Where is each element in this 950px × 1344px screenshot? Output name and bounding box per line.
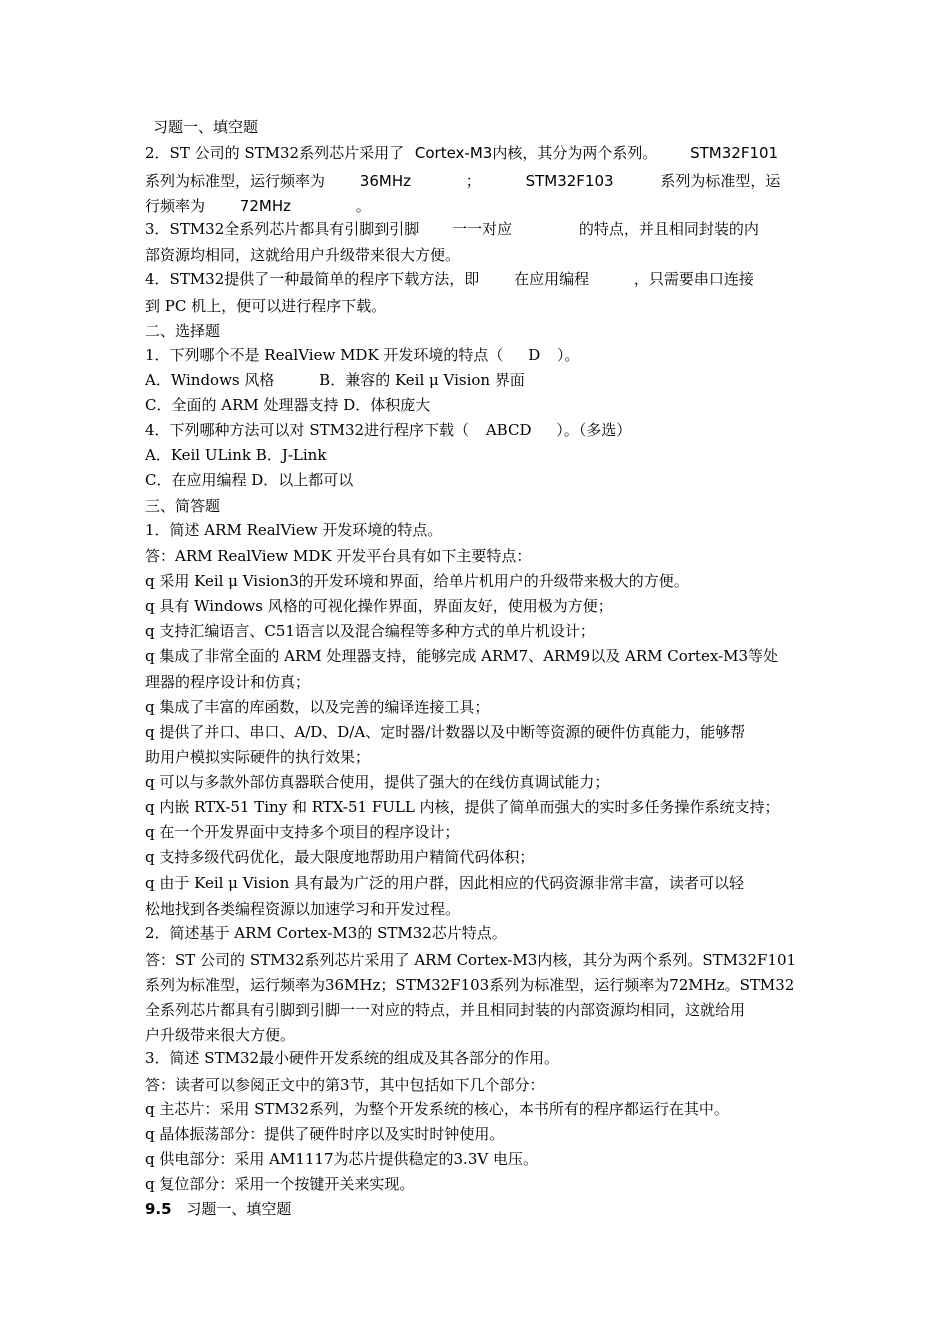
bullet-item — [145, 797, 810, 817]
choice-options-ab-2 — [145, 445, 810, 465]
bullet-item — [145, 697, 810, 717]
choice-options-ab — [145, 370, 810, 390]
text: q 集成了非常全面的 ARM 处理器支持，能够完成 ARM7、ARM9以及 ARM Cortex-M3等处 — [145, 647, 778, 665]
section-9-5-heading — [145, 1199, 810, 1219]
bullet-item — [145, 646, 810, 666]
answer-stm32f101: STM32F101 — [690, 144, 779, 162]
bullet-item — [145, 1099, 810, 1119]
text: 户升级带来很大方便。 — [145, 1026, 296, 1044]
short-question-1 — [145, 520, 810, 540]
bullet-item — [145, 873, 810, 893]
section-heading-short-answer — [145, 496, 810, 516]
text: ）。 — [557, 346, 580, 364]
text: q 集成了丰富的库函数，以及完善的编译连接工具； — [145, 698, 490, 716]
section-heading-fill-in — [153, 117, 818, 137]
text: 答：ARM RealView MDK 开发平台具有如下主要特点： — [145, 547, 532, 565]
text: ； — [465, 172, 481, 190]
text: 部资源均相同，这就给用户升级带来很大方便。 — [145, 246, 461, 264]
question-4-line-1 — [145, 269, 810, 289]
text: q 提供了并口、串口、A/D、D/A、定时器/计数器以及中断等资源的硬件仿真能力，能够帮 — [145, 723, 746, 741]
answer-36mhz: 36MHz — [359, 172, 411, 190]
answer-stm32f103: STM32F103 — [525, 172, 614, 190]
text: ）。（多选） — [556, 421, 632, 439]
question-2-line-2 — [145, 171, 810, 191]
text: A．Keil ULink B．J-Link — [145, 446, 327, 464]
text: q 支持多级代码优化，最大限度地帮助用户精简代码体积； — [145, 848, 535, 866]
choice-options-cd — [145, 395, 810, 415]
text: q 供电部分：采用 AM1117为芯片提供稳定的3.3V 电压。 — [145, 1150, 538, 1168]
bullet-item — [145, 772, 810, 792]
text: 1．简述 ARM RealView 开发环境的特点。 — [145, 521, 443, 539]
text: q 主芯片：采用 STM32系列，为整个开发系统的核心，本书所有的程序都运行在其中。 — [145, 1100, 729, 1118]
short-question-2 — [145, 923, 810, 943]
bullet-item — [145, 621, 810, 641]
text: 行频率为 — [145, 197, 206, 215]
text: 4．STM32提供了一种最简单的程序下载方法，即 — [145, 270, 480, 288]
text: 系列为标准型，运行频率为36MHz；STM32F103系列为标准型，运行频率为72MHz。STM32 — [145, 976, 795, 994]
answer-iap: 在应用编程 — [514, 270, 590, 288]
answer-2-line — [145, 1025, 810, 1045]
choice-question-1 — [145, 345, 810, 365]
bullet-item — [145, 1149, 810, 1169]
text: q 具有 Windows 风格的可视化操作界面，界面友好，使用极为方便； — [145, 597, 613, 615]
bullet-item-continuation — [145, 747, 810, 767]
text: q 可以与多款外部仿真器联合使用，提供了强大的在线仿真调试能力； — [145, 773, 610, 791]
text: 。 — [355, 197, 371, 215]
text: 到 PC 机上，便可以进行程序下载。 — [145, 297, 387, 315]
text: 答：读者可以参阅正文中的第3节，其中包括如下几个部分： — [145, 1076, 545, 1094]
answer-2-line — [145, 950, 810, 970]
text: 内核，其分为两个系列。 — [492, 144, 658, 162]
text: q 支持汇编语言、C51语言以及混合编程等多种方式的单片机设计； — [145, 622, 595, 640]
answer-1-intro — [145, 546, 810, 566]
text: ，只需要串口连接 — [633, 270, 754, 288]
text: 3．简述 STM32最小硬件开发系统的组成及其各部分的作用。 — [145, 1049, 560, 1067]
text: 系列为标准型，运行频率为 — [145, 172, 326, 190]
text: q 复位部分：采用一个按键开关来实现。 — [145, 1175, 415, 1193]
choice-options-cd-2 — [145, 470, 810, 490]
text: q 由于 Keil μ Vision 具有最为广泛的用户群，因此相应的代码资源非常丰富，读者可以轻 — [145, 874, 745, 892]
question-2-line-3 — [145, 196, 810, 216]
text: 答：ST 公司的 STM32系列芯片采用了 ARM Cortex-M3内核，其分为两个系列。STM32F101 — [145, 951, 797, 969]
bullet-item-continuation — [145, 899, 810, 919]
bullet-item — [145, 1124, 810, 1144]
bullet-item — [145, 571, 810, 591]
text: A．Windows 风格 — [145, 371, 275, 389]
question-3-line-2 — [145, 245, 810, 265]
text: 理器的程序设计和仿真； — [145, 673, 311, 691]
text: C．在应用编程 D．以上都可以 — [145, 471, 354, 489]
text: q 在一个开发界面中支持多个项目的程序设计； — [145, 823, 460, 841]
text: q 采用 Keil μ Vision3的开发环境和界面，给单片机用户的升级带来极大的方便。 — [145, 572, 689, 590]
question-3-line-1 — [145, 219, 810, 239]
bullet-item — [145, 722, 810, 742]
text: 4．下列哪种方法可以对 STM32进行程序下载（ — [145, 421, 470, 439]
text: 习题一、填空题 — [153, 118, 259, 136]
bullet-item — [145, 1174, 810, 1194]
text: 3．STM32全系列芯片都具有引脚到引脚 — [145, 220, 420, 238]
question-4-line-2 — [145, 296, 810, 316]
answer-3-intro — [145, 1075, 810, 1095]
answer-one-to-one: 一一对应 — [452, 220, 513, 238]
bullet-item — [145, 822, 810, 842]
short-question-3 — [145, 1048, 810, 1068]
text: B．兼容的 Keil μ Vision 界面 — [319, 371, 525, 389]
section-heading-choice — [145, 321, 810, 341]
text: 2．简述基于 ARM Cortex-M3的 STM32芯片特点。 — [145, 924, 507, 942]
text: 松地找到各类编程资源以加速学习和开发过程。 — [145, 900, 461, 918]
text: 2．ST 公司的 STM32系列芯片采用了 — [145, 144, 405, 162]
text: 习题一、填空题 — [186, 1200, 292, 1218]
text: 二、选择题 — [145, 322, 221, 340]
answer-abcd: ABCD — [485, 421, 532, 439]
text: 1．下列哪个不是 RealView MDK 开发环境的特点（ — [145, 346, 504, 364]
text: 助用户模拟实际硬件的执行效果； — [145, 748, 371, 766]
bullet-item — [145, 596, 810, 616]
section-number: 9.5 — [145, 1200, 172, 1218]
text: 系列为标准型，运 — [660, 172, 781, 190]
text: 的特点，并且相同封装的内 — [578, 220, 759, 238]
answer-d: D — [528, 346, 541, 364]
choice-question-4 — [145, 420, 810, 440]
text: q 内嵌 RTX-51 Tiny 和 RTX-51 FULL 内核，提供了简单而强大的实时多任务操作系统支持； — [145, 798, 780, 816]
text: 三、简答题 — [145, 497, 221, 515]
text: 全系列芯片都具有引脚到引脚一一对应的特点，并且相同封装的内部资源均相同，这就给用 — [145, 1001, 746, 1019]
question-2-line-1 — [145, 143, 810, 163]
answer-2-line — [145, 1000, 810, 1020]
text: q 晶体振荡部分：提供了硬件时序以及实时时钟使用。 — [145, 1125, 505, 1143]
answer-2-line — [145, 975, 810, 995]
answer-72mhz: 72MHz — [239, 197, 291, 215]
text: C．全面的 ARM 处理器支持 D．体积庞大 — [145, 396, 431, 414]
bullet-item — [145, 847, 810, 867]
answer-cortex-m3: Cortex-M3 — [414, 144, 493, 162]
bullet-item-continuation — [145, 672, 810, 692]
